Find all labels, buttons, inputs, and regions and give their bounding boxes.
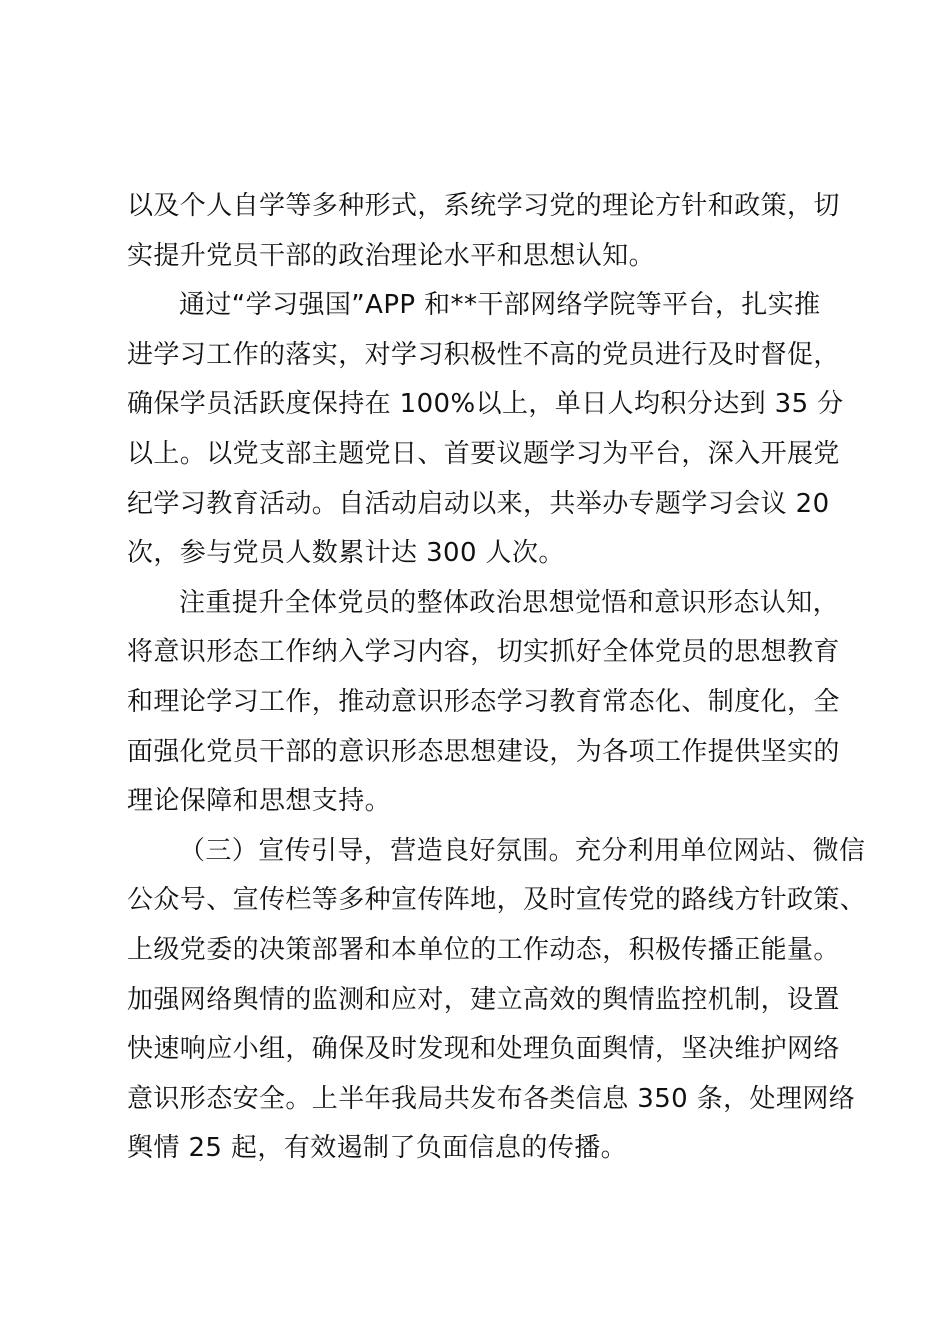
document-body	[127, 182, 867, 1174]
text-line: 公众号、宣传栏等多种宣传阵地，及时宣传党的路线方针政策、	[127, 885, 867, 916]
text-line: 意识形态安全。上半年我局共发布各类信息 350 条，处理网络	[127, 1083, 856, 1114]
text-line: 舆情 25 起，有效遏制了负面信息的传播。	[127, 1133, 628, 1164]
text-line: 注重提升全体党员的整体政治思想觉悟和意识形态认知，	[179, 587, 840, 618]
paragraph-4	[127, 827, 867, 1174]
paragraph-3	[127, 579, 840, 827]
text-line: 以上。以党支部主题党日、首要议题学习为平台，深入开展党	[127, 438, 840, 469]
text-line: （三）宣传引导，营造良好氛围。充分利用单位网站、微信	[179, 835, 866, 866]
text-line: 进学习工作的落实，对学习积极性不高的党员进行及时督促，	[127, 339, 840, 370]
text-line: 以及个人自学等多种形式，系统学习党的理论方针和政策，切	[127, 191, 840, 221]
text-line: 面强化党员干部的意识形态思想建设，为各项工作提供坚实的	[127, 736, 840, 767]
text-line: 快速响应小组，确保及时发现和处理负面舆情，坚决维护网络	[127, 1034, 840, 1065]
text-line: 次，参与党员人数累计达 300 人次。	[127, 538, 565, 569]
text-line: 和理论学习工作，推动意识形态学习教育常态化、制度化，全	[127, 686, 840, 717]
text-line: 上级党委的决策部署和本单位的工作动态，积极传播正能量。	[127, 934, 840, 965]
text-line: 加强网络舆情的监测和应对，建立高效的舆情监控机制，设置	[127, 984, 840, 1015]
text-line: 确保学员活跃度保持在 100%以上，单日人均积分达到 35 分	[127, 389, 844, 420]
text-line: 将意识形态工作纳入学习内容，切实抓好全体党员的思想教育	[127, 637, 840, 668]
text-line: 纪学习教育活动。自活动启动以来，共举办专题学习会议 20	[127, 488, 830, 519]
paragraph-1	[127, 182, 840, 281]
text-line: 实提升党员干部的政治理论水平和思想认知。	[127, 240, 656, 271]
paragraph-2	[127, 281, 844, 579]
text-line: 通过“学习强国”APP 和**干部网络学院等平台，扎实推	[179, 290, 821, 321]
text-line: 理论保障和思想支持。	[127, 786, 392, 817]
